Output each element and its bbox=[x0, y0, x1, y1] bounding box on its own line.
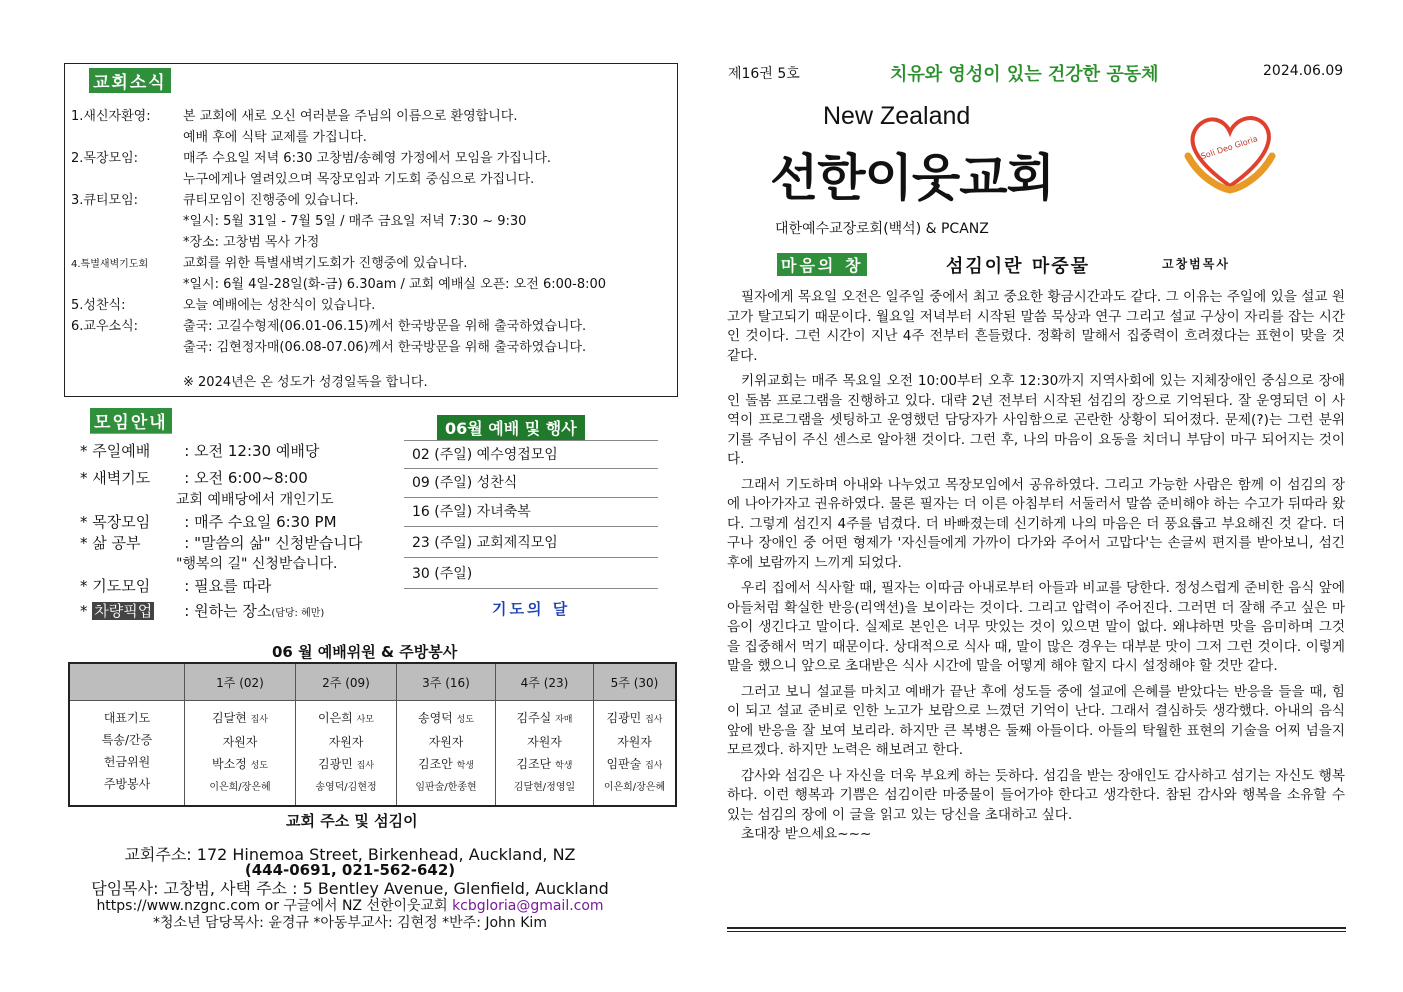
duty-title-tag: 사모 bbox=[356, 715, 374, 725]
news-item-text: 출국: 고길수형제(06.01-06.15)께서 한국방문을 위해 출국하였습니다. bbox=[183, 319, 587, 334]
duty-name: 자원자 bbox=[527, 735, 562, 749]
web-search-text: or 구글에서 NZ 선한이웃교회 bbox=[260, 898, 453, 914]
duty-title-tag: 집사 bbox=[356, 761, 374, 771]
event-row: 02 (주일) 예수영접모임 bbox=[404, 440, 658, 469]
duty-title-tag: 자매 bbox=[555, 715, 573, 725]
news-item-text: *일시: 6월 4일-28일(화-금) 6.30am / 교회 예배실 오픈: 오전 6:00-8:00 bbox=[183, 277, 607, 292]
news-item-text: 교회를 위한 특별새벽기도회가 진행중에 있습니다. bbox=[183, 256, 468, 271]
duty-name: 이은희/장은혜 bbox=[209, 782, 271, 793]
news-item-label: 5.성찬식: bbox=[71, 298, 126, 313]
news-item-text: *장소: 고창범 목사 가정 bbox=[183, 235, 320, 250]
meeting-label: 목장모임 bbox=[92, 513, 151, 531]
meeting-label: 새벽기도 bbox=[92, 469, 151, 487]
denomination: 대한예수교장로회(백석) & PCANZ bbox=[775, 221, 989, 237]
staff-line: *청소년 담당목사: 윤경규 *아동부교사: 김현정 *반주: John Kim bbox=[153, 915, 547, 931]
news-item-label: 6.교우소식: bbox=[71, 319, 139, 334]
role-label: 특송/간증 bbox=[101, 733, 153, 747]
meeting-value: : "말씀의 삶" 신청받습니다 bbox=[184, 534, 363, 552]
meeting-label: 삶 공부 bbox=[92, 534, 141, 552]
news-item-label: 4.특별새벽기도회 bbox=[71, 259, 149, 270]
news-item bbox=[71, 106, 517, 127]
heart-hands-logo bbox=[1180, 106, 1280, 196]
duty-week-cell bbox=[397, 701, 496, 807]
duty-name: 김광민 bbox=[606, 711, 642, 725]
duty-name: 자원자 bbox=[328, 735, 364, 749]
church-name: 선한이웃교회 bbox=[770, 149, 1054, 207]
news-item bbox=[71, 316, 586, 337]
sermon-article bbox=[727, 288, 1345, 851]
week-header: 4주 (23) bbox=[496, 663, 594, 701]
news-note: ※ 2024년은 온 성도가 성경일독을 합니다. bbox=[183, 375, 428, 390]
article-closing: 초대장 받으세요~~~ bbox=[741, 826, 872, 842]
duty-name: 송영덕 bbox=[418, 711, 453, 725]
meeting-value: : 필요를 따라 bbox=[184, 577, 272, 595]
duty-title-tag: 집사 bbox=[645, 761, 663, 771]
meeting-item: * 목장모임 : 매주 수요일 6:30 PM bbox=[80, 513, 337, 531]
duty-title-tag: 집사 bbox=[250, 715, 268, 725]
meeting-value: 교회 예배당에서 개인기도 bbox=[176, 492, 334, 508]
news-item-text: 예배 후에 식탁 교제를 가집니다. bbox=[183, 130, 367, 145]
duty-corner bbox=[69, 663, 185, 701]
duty-name: 임판술 bbox=[606, 757, 642, 771]
meeting-item: * 삶 공부 : "말씀의 삶" 신청받습니다 bbox=[80, 534, 363, 552]
role-label: 헌금위원 bbox=[103, 755, 151, 769]
meeting-label: 주일예배 bbox=[92, 442, 151, 460]
duty-title-tag: 성도 bbox=[250, 761, 268, 771]
week-header: 5주 (30) bbox=[594, 663, 677, 701]
duty-header-row bbox=[69, 663, 676, 701]
news-item bbox=[71, 190, 359, 211]
duty-body-row bbox=[69, 701, 676, 807]
event-row: 16 (주일) 자녀축복 bbox=[404, 498, 658, 527]
duty-name: 임판술/한종현 bbox=[415, 782, 477, 793]
duty-name: 자원자 bbox=[222, 735, 258, 749]
article-paragraph: 그러고 보니 설교를 마치고 예배가 끝난 후에 성도들 중에 설교에 은혜를 받았다는 반응을 들을 때, 힘이 되고 설교 준비로 인한 노고가 보람으로 느꼈던 기억이 난다. 그래서 결심하듯 생각했다. 아내의 음식 앞에 반응을 잘 보여 보리라. 하지만 큰 복병은 둘째 아들이다. 아들의 탁월한 표현의 기술을 어찌 넘을지 모르겠다. 하지만 노력은 해보려고 한다. bbox=[727, 683, 1345, 758]
news-item bbox=[71, 295, 375, 316]
article-paragraph: 우리 집에서 식사할 때, 필자는 이따금 아내로부터 아들과 비교를 당한다. 정성스럽게 준비한 음식 앞에 아들처럼 확실한 반응(리액션)을 보이라는 것이다. 그리고 압력이 주어진다. 그러면 더 잘해 주고 싶은 마음이 생긴다고 말이다. 실제로 본인은 너무 맛있는 것이 있으면 말이 없다. 왜냐하면 맛을 음미하며 그것을 집중해서 먹기 때문이다. 상대적으로 식사 때, 말이 많은 경우는 대부분 맛이 그저 그런 것이다. 이렇게 말을 했으니 앞으로 초대받은 식사 시간에 말을 어떻게 해야 할지 다시 설정해야 할 것만 같다. bbox=[727, 580, 1345, 674]
news-item-text: 누구에게나 열려있으며 목장모임과 기도회 중심으로 가집니다. bbox=[183, 172, 535, 187]
article-paragraph: 키위교회는 매주 목요일 오전 10:00부터 오후 12:30까지 지역사회에 있는 지체장애인 중심으로 장애인 돌봄 프로그램을 진행하고 있다. 대략 2년 전부터 시작된 섬김의 장으로 기억된다. 잘 운영되던 이 사역이 프로그램을 셋팅하고 운영했던 담당자가 사임함으로 곤란한 상황이 되어졌다. 문제(?)는 그런 분위기를 주님이 주신 센스로 알아챈 것이다. 그런 후, 나의 마음이 요동을 치더니 부담이 마구 되어지는 것이다. bbox=[727, 373, 1345, 467]
news-item-text: 오늘 예배에는 성찬식이 있습니다. bbox=[183, 298, 376, 313]
duty-name: 김조단 bbox=[516, 757, 552, 771]
bulletin-date: 2024.06.09 bbox=[1263, 63, 1344, 79]
duty-name: 자원자 bbox=[428, 735, 464, 749]
website-link[interactable]: https://www.nzgnc.com bbox=[96, 898, 261, 914]
role-label: 주방봉사 bbox=[103, 777, 151, 791]
duty-name: 이은희 bbox=[318, 711, 353, 725]
meetings-title: 모임안내 bbox=[90, 408, 172, 434]
meeting-value: "행복의 길" 신청받습니다. bbox=[176, 556, 338, 572]
duty-name: 김달현 bbox=[212, 711, 247, 725]
news-item-text: *일시: 5월 31일 - 7월 5일 / 매주 금요일 저녁 7:30 ~ 9:30 bbox=[183, 214, 527, 229]
duty-week-cell bbox=[594, 701, 677, 807]
duty-week-cell bbox=[185, 701, 296, 807]
meeting-item: * 주일예배 : 오전 12:30 예배당 bbox=[80, 442, 320, 460]
duty-name: 김달현/정영일 bbox=[513, 782, 576, 793]
week-header: 1주 (02) bbox=[185, 663, 296, 701]
duty-name: 자원자 bbox=[617, 735, 652, 749]
duty-name: 송영덕/김현정 bbox=[315, 782, 377, 793]
footer-rule bbox=[727, 927, 1346, 929]
sermon-title: 섬김이란 마중물 bbox=[946, 256, 1090, 277]
article-paragraph: 필자에게 목요일 오전은 일주일 중에서 최고 중요한 황금시간과도 같다. 그 이유는 주일에 있을 설교 원고가 탈고되기 때문이다. 월요일 저녁부터 시작된 말씀 묵상과 연구 그리고 설교 구상이 자리를 잡는 시간인 것이다. 그런 시간이 지난 4주 전부터 흔들렸다. 정확히 말해서 집중력이 흐려졌다는 표현이 맞을 것 같다. bbox=[727, 289, 1345, 364]
meeting-value: : 매주 수요일 6:30 PM bbox=[184, 513, 337, 531]
address-title: 교회 주소 및 섬김이 bbox=[286, 812, 418, 830]
event-row: 09 (주일) 성찬식 bbox=[404, 469, 658, 498]
week-header: 2주 (09) bbox=[296, 663, 397, 701]
footer-rule bbox=[727, 931, 1346, 932]
duty-name: 이은희/장은혜 bbox=[603, 782, 666, 793]
news-item bbox=[71, 148, 551, 169]
duty-name: 박소정 bbox=[212, 757, 247, 771]
duty-title-tag: 성도 bbox=[456, 715, 474, 725]
week-header: 3주 (16) bbox=[397, 663, 496, 701]
meeting-value: : 오전 12:30 예배당 bbox=[184, 442, 320, 460]
email-link[interactable]: kcbgloria@gmail.com bbox=[452, 898, 604, 914]
news-item-text: 본 교회에 새로 오신 여러분을 주님의 이름으로 환영합니다. bbox=[183, 109, 518, 124]
duty-name: 김주실 bbox=[516, 711, 552, 725]
pastor-address: 담임목사: 고창범, 사택 주소 : 5 Bentley Avenue, Glenfield, Auckland bbox=[91, 879, 609, 898]
issue-number: 제16권 5호 bbox=[728, 66, 800, 82]
meeting-value: : 원하는 장소 bbox=[184, 602, 272, 620]
news-item bbox=[71, 253, 467, 275]
duty-roles-cell bbox=[69, 701, 185, 807]
news-item-label: 2.목장모임: bbox=[71, 151, 139, 166]
meeting-label: 차량픽업 bbox=[94, 602, 153, 620]
country-name: New Zealand bbox=[823, 102, 971, 130]
meeting-item: * 차량픽업 : 원하는 장소(담당: 혜만) bbox=[80, 602, 325, 620]
duty-week-cell bbox=[296, 701, 397, 807]
role-label: 대표기도 bbox=[103, 711, 151, 725]
news-item-text: 출국: 김현정자매(06.08-07.06)께서 한국방문을 위해 출국하였습니다. bbox=[183, 340, 587, 355]
event-row: 30 (주일) bbox=[404, 560, 658, 589]
event-row: 23 (주일) 교회제직모임 bbox=[404, 529, 658, 558]
meeting-note: (담당: 혜만) bbox=[271, 608, 325, 619]
duty-title-tag: 집사 bbox=[645, 715, 663, 725]
meeting-item: * 새벽기도 : 오전 6:00~8:00 bbox=[80, 469, 308, 487]
meeting-label: 기도모임 bbox=[92, 577, 151, 595]
news-item-text: 큐티모임이 진행중에 있습니다. bbox=[183, 193, 359, 208]
events-title: 06월 예배 및 행사 bbox=[437, 415, 585, 440]
duty-table bbox=[68, 662, 677, 807]
meeting-value: : 오전 6:00~8:00 bbox=[184, 469, 308, 487]
duty-name: 김조안 bbox=[418, 757, 453, 771]
news-item-label: 1.새신자환영: bbox=[71, 109, 151, 124]
prayer-month: 기도의 달 bbox=[492, 600, 571, 618]
article-paragraph: 그래서 기도하며 아내와 나누었고 목장모임에서 공유하였다. 그리고 가능한 사람은 함께 이 섬김의 장에 나아가자고 권유하였다. 물론 필자는 더 이른 아침부터 서둘러서 말씀 준비해야 하는 수고가 뒤따라 왔다. 그렇게 섬긴지 4주를 넘겼다. 더 바빠졌는데 신기하게 나의 마음은 더 풍요롭고 부요해진 것 같다. 더구나 장애인 중 어떤 형제가 '자신들에게 가까이 다가와 주어서 고맙다'는 손글씨 편지를 받아보니, 섬긴 후에 보람까지 느끼게 되었다. bbox=[727, 476, 1345, 571]
news-item-text: 매주 수요일 저녁 6:30 고창범/송혜영 가정에서 모임을 가집니다. bbox=[183, 151, 552, 166]
logo-text: Soli Deo Gloria bbox=[1199, 134, 1259, 162]
news-item-label: 3.큐티모임: bbox=[71, 193, 139, 208]
duty-name: 김광민 bbox=[318, 757, 353, 771]
section-label: 마음의 창 bbox=[777, 253, 867, 276]
duty-title: 06 월 예배위원 & 주방봉사 bbox=[272, 643, 458, 661]
duty-week-cell bbox=[496, 701, 594, 807]
article-paragraph: 감사와 섬김은 나 자신을 더욱 부요케 하는 듯하다. 섬김을 받는 장애인도 감사하고 섬기는 자신도 행복하다. 이런 행복과 기쁨은 섬김이란 마중물이 들어가야 한다고 생각한다. 참된 감사와 행복을 소유할 수 있는 섬김의 장에 이 글을 읽고 있는 당신을 초대하고 싶다. bbox=[727, 767, 1345, 823]
meeting-item: * 기도모임 : 필요를 따라 bbox=[80, 577, 272, 595]
church-news-title: 교회소식 bbox=[89, 68, 171, 93]
duty-title-tag: 학생 bbox=[555, 761, 573, 771]
duty-title-tag: 학생 bbox=[456, 761, 474, 771]
church-motto: 치유와 영성이 있는 건강한 공동체 bbox=[890, 64, 1159, 85]
church-address: 교회주소: 172 Hinemoa Street, Birkenhead, Auckland, NZ bbox=[124, 845, 576, 864]
author-signature: 고창범목사 bbox=[1162, 257, 1230, 271]
church-phone: (444-0691, 021-562-642) bbox=[244, 861, 456, 879]
church-news-box bbox=[64, 63, 678, 397]
